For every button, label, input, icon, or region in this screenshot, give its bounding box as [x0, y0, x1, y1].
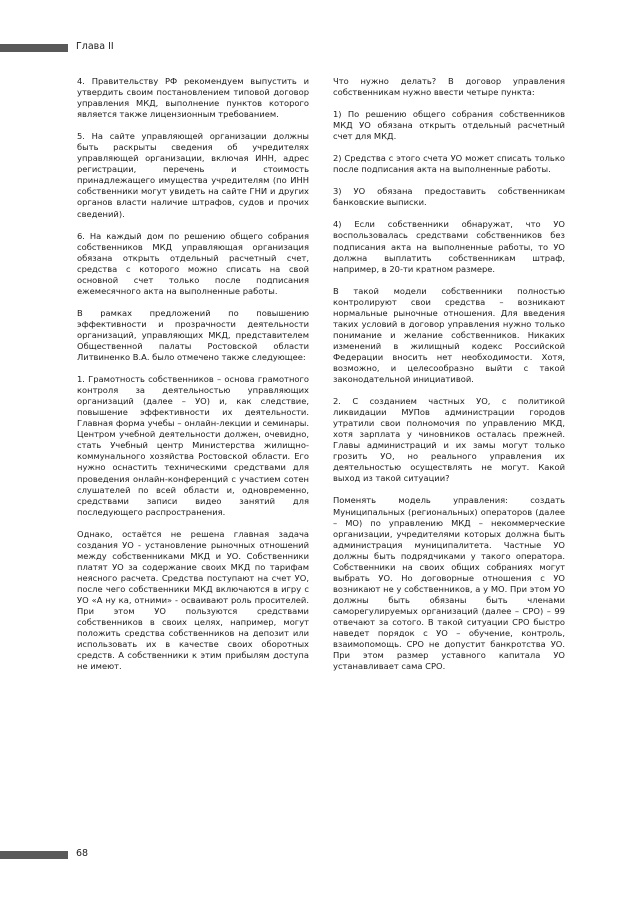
paragraph: 4) Если собственники обнаружат, что УО воспользовалась средствами собственников без подписания акта на выполненные работы, то УО должна выплатить собственникам штраф, например, в 20-ти кратном размере. [333, 219, 565, 274]
paragraph: 2) Средства с этого счета УО может списать только после подписания акта на выполненные работы. [333, 153, 565, 175]
paragraph: 2. С созданием частных УО, с политикой ликвидации МУПов администрации городов утратили свои полномочия по управлению МКД, хотя зарплата у чиновников осталась прежней. Главы администраций и их замы могут только грозить УО, но реального управления их деятельностью осуществлять не могут. Какой выход из такой ситуации? [333, 396, 565, 484]
paragraph: Однако, остаётся не решена главная задача создания УО - установление рыночных отношений между собственниками МКД и УО. Собственники платят УО за содержание своих МКД по тарифам неясного расчета. Средства поступают на счет УО, после чего собственники МКД включаются в игру с УО «А ну ка, отними» - осваивают роль просителей. При этом УО пользуются средствами собственников в своих целях, например, могут положить средства собственников на депозит или использовать их в качестве своих оборотных средств. А собственники к этим прибылям доступа не имеют. [77, 528, 309, 672]
chapter-title: Глава II [76, 41, 114, 52]
page-number: 68 [76, 848, 89, 859]
right-column [333, 76, 565, 672]
paragraph: Что нужно делать? В договор управления собственникам нужно ввести четыре пункта: [333, 76, 565, 98]
paragraph: 1) По решению общего собрания собственников МКД УО обязана открыть отдельный расчетный счет для МКД. [333, 109, 565, 142]
paragraph: В рамках предложений по повышению эффективности и прозрачности деятельности организаций, управляющих МКД, представителем Общественной палаты Ростовской области Литвиненко В.А. было отмечено также следующее: [77, 307, 309, 363]
page-marker-bar [0, 851, 68, 859]
paragraph: 5. На сайте управляющей организации должны быть раскрыты сведения об учредителях управляющей организации, включая ИНН, адрес регистрации, перечень и стоимость принадлежащего имущества учредителям (по ИНН собственники могут увидеть на сайте ГНИ и других органов власти наличие штрафов, судов и прочих сведений). [77, 131, 309, 219]
chapter-marker-bar [0, 44, 68, 52]
paragraph: Поменять модель управления: создать Муниципальных (региональных) операторов (далее – МО) по управлению МКД – некоммерческие организации, учредителями которых должна быть администрация муниципалитета. Частные УО должны быть подрядчиками у такого оператора. Собственники на своих общих собраниях могут выбрать УО. Но договорные отношения с УО возникают не у собственников, а у МО. При этом УО должны быть обязаны быть членами саморегулируемых организаций (далее – СРО) – 99 отвечают за сотого. В такой ситуации СРО быстро наведет порядок с УО – обучение, контроль, взаимопомощь. СРО не допустит банкротства УО. При этом размер уставного капитала УО устанавливает сама СРО. [333, 495, 565, 672]
paragraph: 1. Грамотность собственников – основа грамотного контроля за деятельностью управляющих организаций (далее – УО) и, как следствие, повышение эффективности их деятельности. Главная форма учебы – онлайн-лекции и семинары. Центром учебной деятельности должен, очевидно, стать Учебный центр Министерства жилищно-коммунального хозяйства Ростовской области. Его нужно оснастить техническими средствами для проведения онлайн-конференций с участием сотен слушателей по всей области и, одновременно, средствами записи видео занятий для последующего распространения. [77, 374, 309, 517]
left-column [77, 76, 309, 672]
paragraph: В такой модели собственники полностью контролируют свои средства – возникают нормальные рыночные отношения. Для введения таких условий в договор управления нужно только понимание и желание собственников. Никаких изменений в жилищный кодекс Российской Федерации вносить нет необходимости. Хотя, возможно, и целесообразно выйти с такой законодательной инициативой. [333, 285, 565, 385]
paragraph: 3) УО обязана предоставить собственникам банковские выписки. [333, 186, 565, 208]
paragraph: 4. Правительству РФ рекомендуем выпустить и утвердить своим постановлением типовой договор управления МКД, выполнение пунктов которого является также лицензионным требованием. [77, 76, 309, 120]
paragraph: 6. На каждый дом по решению общего собрания собственников МКД управляющая организация обязана открыть отдельный расчетный счет, средства с которого можно списать на свой основной счет только после подписания ежемесячного акта на выполненные работы. [77, 230, 309, 296]
